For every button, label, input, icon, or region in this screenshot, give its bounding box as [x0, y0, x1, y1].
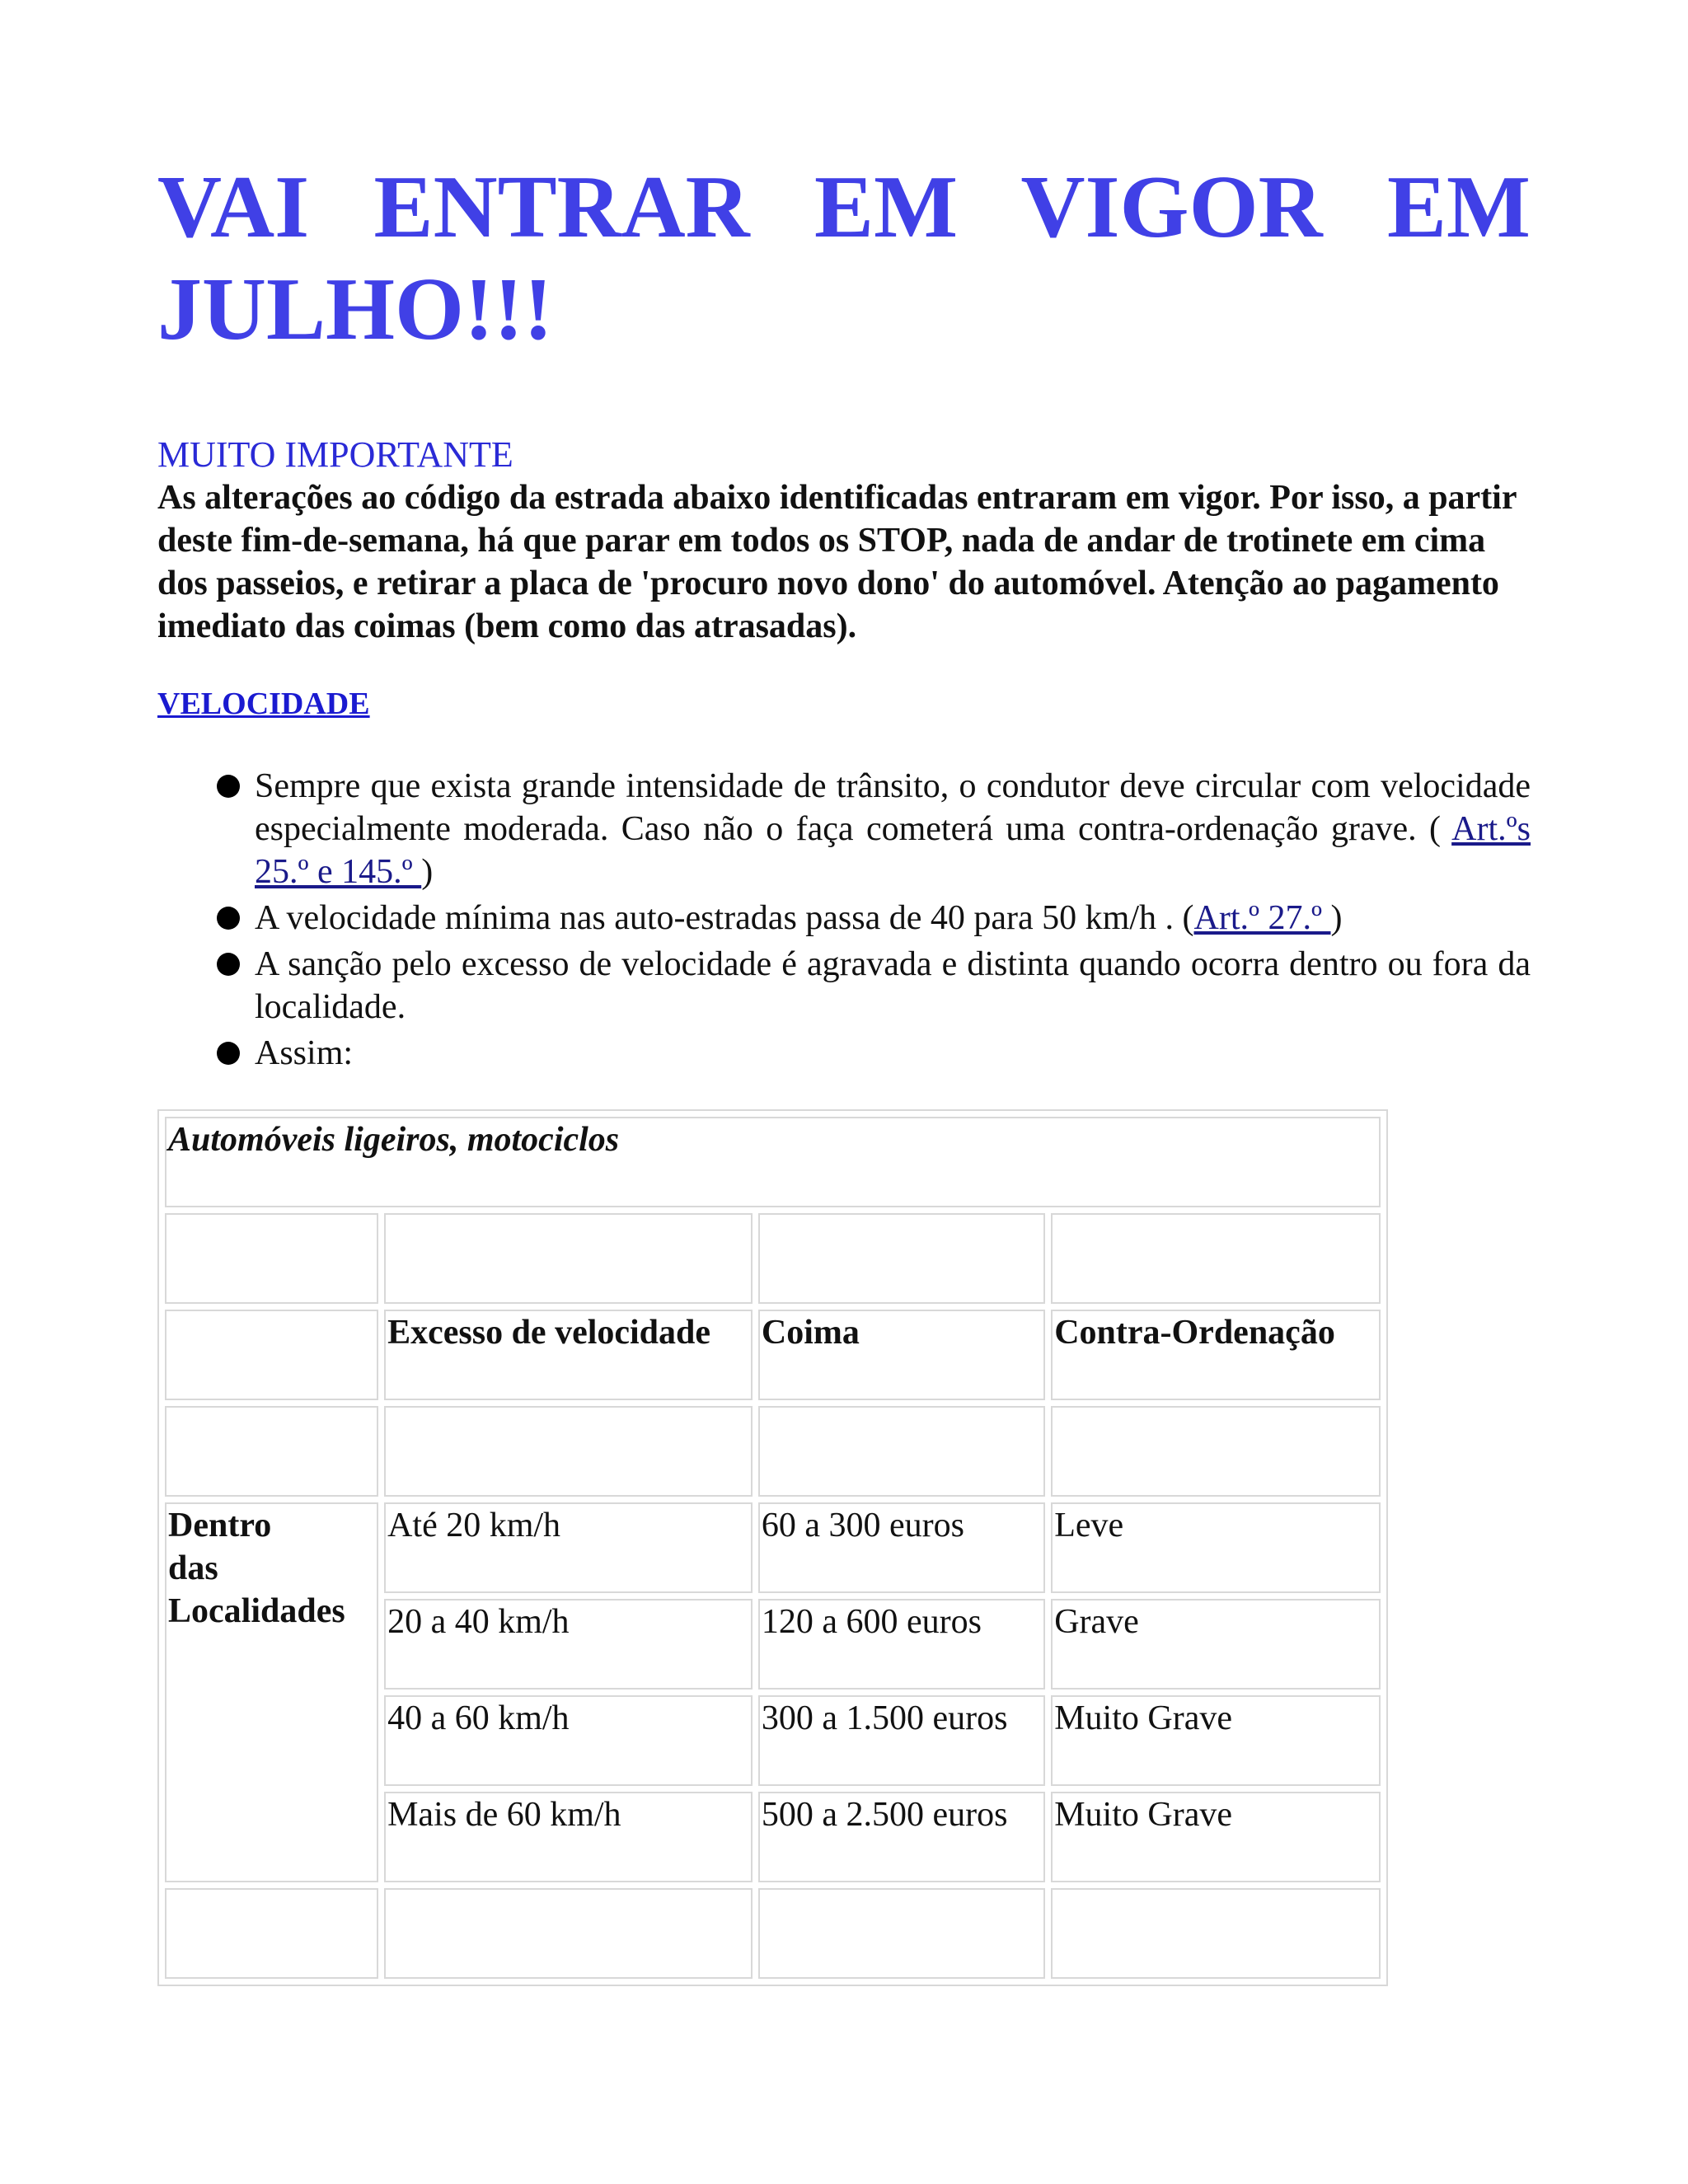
- table-cell-empty: [758, 1888, 1045, 1979]
- excess-cell: Mais de 60 km/h: [384, 1792, 753, 1882]
- bullet-icon: [217, 907, 240, 930]
- bullet-text: A sanção pelo excesso de velocidade é agravada e distinta quando ocorra dentro ou fora da localidade.: [255, 945, 1531, 1026]
- table-row-empty: [165, 1888, 1381, 1979]
- intro-label: MUITO IMPORTANTE: [157, 434, 513, 475]
- offense-cell: Muito Grave: [1051, 1792, 1381, 1882]
- table-row-empty: [165, 1213, 1381, 1304]
- bullet-text-suffix: ): [1330, 899, 1343, 937]
- velocidade-link[interactable]: VELOCIDADE: [157, 687, 370, 721]
- article-link[interactable]: Art.ºs 25.º e 145.º: [255, 810, 1531, 891]
- excess-cell: 20 a 40 km/h: [384, 1599, 753, 1690]
- bullet-text: A velocidade mínima nas auto-estradas passa de 40 para 50 km/h . (: [255, 899, 1194, 937]
- table-cell-empty: [384, 1213, 753, 1304]
- article-link[interactable]: Art.º 27.º: [1193, 899, 1331, 937]
- table-cell-empty: [165, 1213, 378, 1304]
- offense-cell: Muito Grave: [1051, 1695, 1381, 1786]
- excess-cell: 40 a 60 km/h: [384, 1695, 753, 1786]
- list-item: [255, 765, 1531, 893]
- intro-text: As alterações ao código da estrada abaixo identificadas entraram em vigor. Por isso, a partir deste fim-de-semana, há que parar em todos os STOP, nada de andar de trotinete em cima dos passeios, e retirar a placa de 'procuro novo dono' do automóvel. Atenção ao pagamento imediato das coimas (bem como das atrasadas).: [157, 479, 1517, 645]
- list-item: [255, 897, 1531, 940]
- section-heading: [157, 684, 1531, 724]
- table-header-offense: Contra-Ordenação: [1051, 1310, 1381, 1400]
- bullet-icon: [217, 775, 240, 798]
- offense-cell: Grave: [1051, 1599, 1381, 1690]
- fine-cell: 60 a 300 euros: [758, 1502, 1045, 1593]
- table-header-excess: Excesso de velocidade: [384, 1310, 753, 1400]
- offense-cell: Leve: [1051, 1502, 1381, 1593]
- bullet-text: Sempre que exista grande intensidade de trânsito, o condutor deve circular com velocidade especialmente moderada. Caso não o faça cometerá uma contra-ordenação grave. (: [255, 767, 1531, 848]
- fine-cell: 500 a 2.500 euros: [758, 1792, 1045, 1882]
- bullet-text-suffix: ): [421, 853, 434, 891]
- fine-cell: 300 a 1.500 euros: [758, 1695, 1045, 1786]
- list-item: [255, 943, 1531, 1029]
- table-row: [165, 1502, 1381, 1593]
- table-caption: Automóveis ligeiros, motociclos: [165, 1117, 1381, 1207]
- excess-cell: Até 20 km/h: [384, 1502, 753, 1593]
- table-cell-empty: [384, 1888, 753, 1979]
- table-cell-empty: [1051, 1888, 1381, 1979]
- table-header-cell: [165, 1310, 378, 1400]
- list-item: [255, 1032, 1531, 1075]
- table-cell-empty: [165, 1888, 378, 1979]
- table-cell-empty: [384, 1406, 753, 1497]
- fine-cell: 120 a 600 euros: [758, 1599, 1045, 1690]
- table-header-fine: Coima: [758, 1310, 1045, 1400]
- page-title: VAI ENTRAR EM VIGOR EM JULHO!!!: [157, 158, 1531, 359]
- bullet-icon: [217, 953, 240, 976]
- table-header-row: [165, 1310, 1381, 1400]
- bullet-list: [157, 765, 1531, 1075]
- document-page: [157, 0, 1531, 1078]
- table-cell-empty: [1051, 1406, 1381, 1497]
- table-cell-empty: [165, 1406, 378, 1497]
- bullet-text: Assim:: [255, 1034, 354, 1072]
- table-caption-row: [165, 1117, 1381, 1207]
- table-group-label: Dentro das Localidades: [165, 1502, 378, 1882]
- table-cell-empty: [758, 1406, 1045, 1497]
- table-cell-empty: [1051, 1213, 1381, 1304]
- table-cell-empty: [758, 1213, 1045, 1304]
- fines-table: [157, 1109, 1388, 1986]
- table-row-empty: [165, 1406, 1381, 1497]
- bullet-icon: [217, 1042, 240, 1065]
